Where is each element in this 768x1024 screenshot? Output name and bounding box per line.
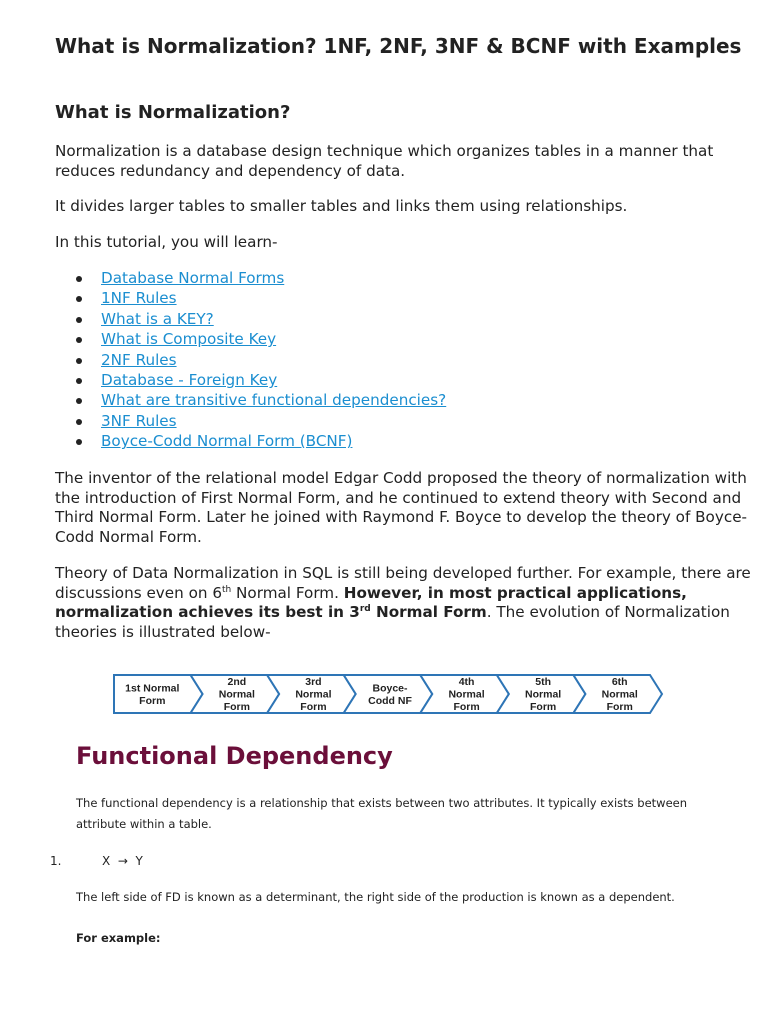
toc-link-composite-key[interactable]: What is Composite Key	[101, 330, 277, 349]
emphasis-text: However, in most practical applications, normalization achieves its best in 3rd Normal Form	[55, 583, 687, 621]
list-item	[101, 268, 701, 288]
example-label: For example:	[76, 931, 161, 945]
evolution-step-label: 5th Normal Form	[525, 676, 562, 713]
toc-link-what-is-key[interactable]: What is a KEY?	[101, 309, 214, 328]
intro-paragraph-2: It divides larger tables to smaller tables and links them using relationships.	[55, 197, 628, 215]
code-expression: X → Y	[102, 854, 143, 868]
code-block	[50, 851, 143, 871]
intro-paragraph: Normalization is a database design technique which organizes tables in a manner that reduces redundancy and dependency of data.	[55, 142, 714, 180]
toc-link-foreign-key[interactable]: Database - Foreign Key	[101, 371, 278, 390]
list-item	[101, 309, 701, 329]
toc-link-transitive-dependencies[interactable]: What are transitive functional dependencies?	[101, 391, 447, 410]
list-item	[101, 390, 701, 410]
toc-link-3nf-rules[interactable]: 3NF Rules	[101, 411, 177, 430]
evolution-step-label: Boyce-Codd NF	[368, 682, 412, 707]
toc-link-1nf-rules[interactable]: 1NF Rules	[101, 289, 177, 308]
fd-paragraph-2: attribute within a table.	[76, 817, 212, 831]
toc-link-bcnf[interactable]: Boyce-Codd Normal Form (BCNF)	[101, 432, 353, 451]
list-item	[101, 431, 701, 451]
evolution-step-label: 2nd Normal Form	[218, 676, 255, 713]
evolution-step-label: 3rd Normal Form	[295, 676, 332, 713]
intro-paragraph-3: In this tutorial, you will learn-	[55, 233, 278, 251]
evolution-step-label: 6th Normal Form	[601, 676, 638, 713]
history-paragraph: The inventor of the relational model Edgar Codd proposed the theory of normalization with the introduction of First Normal Form, and he continued to extend theory with Second and Third Normal Form. Later he joined with Raymond F. Boyce to develop the theory of Boyce-Codd Normal Form.	[55, 469, 748, 546]
theory-paragraph: Theory of Data Normalization in SQL is still being developed further. For example, there are discussions even on 6th Normal Form. However, in most practical applications, normalization achieves its best in 3rd Normal Form. The evolution of Normalization theories is illustrated below-	[55, 564, 751, 641]
section-heading: What is Normalization?	[55, 102, 291, 123]
list-item	[101, 370, 701, 390]
toc-link-database-normal-forms[interactable]: Database Normal Forms	[101, 269, 285, 287]
list-item	[101, 288, 701, 308]
normal-forms-evolution-diagram	[112, 673, 664, 715]
functional-dependency-heading: Functional Dependency	[76, 742, 393, 770]
line-number: 1.	[50, 854, 62, 868]
evolution-step-label: 4th Normal Form	[448, 676, 485, 713]
list-item	[101, 411, 701, 431]
evolution-step-label: 1st Normal Form	[125, 682, 180, 707]
fd-paragraph: The functional dependency is a relationship that exists between two attributes. It typically exists between	[76, 796, 688, 810]
fd-paragraph-3: The left side of FD is known as a determinant, the right side of the production is known as a dependent.	[76, 890, 675, 904]
document-title: What is Normalization? 1NF, 2NF, 3NF & BCNF with Examples	[55, 34, 742, 58]
toc-link-2nf-rules[interactable]: 2NF Rules	[101, 350, 177, 369]
list-item	[101, 350, 701, 370]
list-item	[101, 329, 701, 349]
tutorial-contents-list	[55, 268, 701, 452]
